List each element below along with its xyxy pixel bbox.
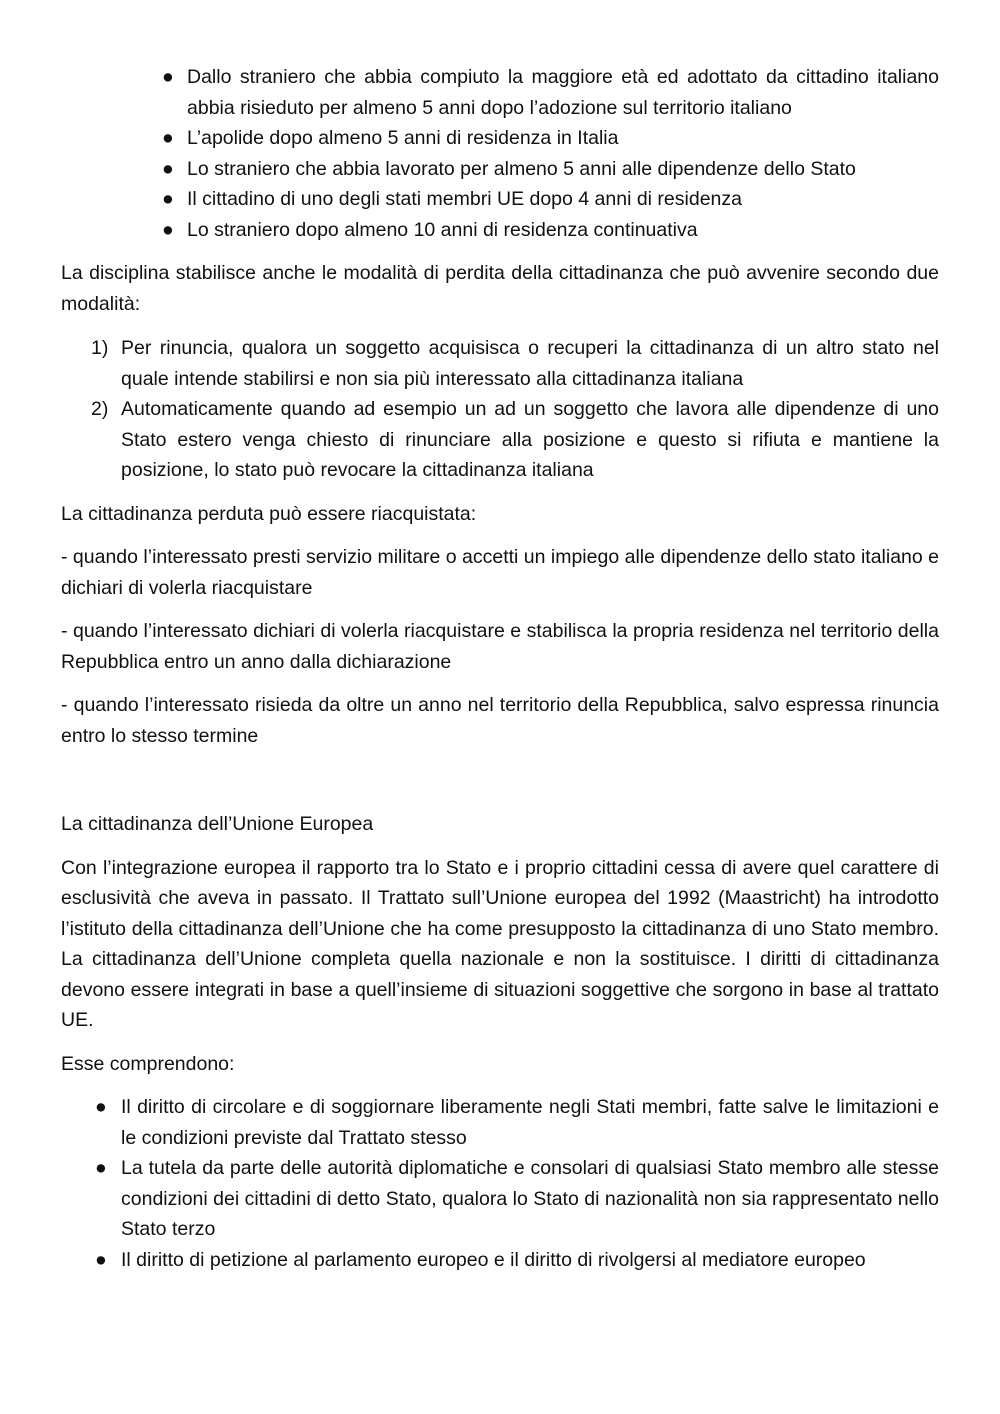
reacquisition-item: - quando l’interessato presti servizio militare o accetti un impiego alle dipendenze dello stato italiano e dichiari di volerla riacquistare [61, 546, 939, 599]
list-item [61, 1245, 939, 1276]
list-item-text: Per rinuncia, qualora un soggetto acquisisca o recuperi la cittadinanza di un altro stato nel quale intende stabilirsi e non sia più interessato alla cittadinanza italiana [121, 337, 939, 390]
reacquisition-item: - quando l’interessato dichiari di volerla riacquistare e stabilisca la propria residenza nel territorio della Repubblica entro un anno dalla dichiarazione [61, 620, 939, 673]
rights-bullet-list [61, 1092, 939, 1275]
list-item-text: La tutela da parte delle autorità diplomatiche e consolari di qualsiasi Stato membro alle stesse condizioni dei cittadini di detto Stato, qualora lo Stato di nazionalità non sia rappresentato nello Stato terzo [121, 1157, 939, 1240]
bullet-icon: ● [162, 188, 174, 210]
list-item-text: L’apolide dopo almeno 5 anni di residenza in Italia [187, 127, 619, 149]
eu-citizenship-paragraph: Con l’integrazione europea il rapporto tra lo Stato e i proprio cittadini cessa di avere quel carattere di esclusività che aveva in passato. Il Trattato sull’Unione europea del 1992 (Maastricht) ha introdotto l’istituto della cittadinanza dell’Unione che ha come presupposto la cittadinanza di uno Stato membro. La cittadinanza dell’Unione completa quella nazionale e non la sostituisce. I diritti di cittadinanza devono essere integrati in base a quell’insieme di situazioni soggettive che sorgono in base al trattato UE. [61, 856, 939, 1031]
list-item [61, 184, 939, 215]
bullet-icon: ● [162, 66, 174, 88]
reacquisition-intro: La cittadinanza perduta può essere riacquistata: [61, 502, 477, 525]
list-item [61, 123, 939, 154]
naturalization-bullet-list [61, 62, 939, 245]
list-item-text: Il diritto di petizione al parlamento europeo e il diritto di rivolgersi al mediatore europeo [121, 1248, 866, 1271]
list-marker: 1) [91, 337, 109, 359]
list-item-text: Automaticamente quando ad esempio un ad un soggetto che lavora alle dipendenze di uno Stato estero venga chiesto di rinunciare alla posizione e questo si rifiuta e mantiene la posizione, lo stato può revocare la cittadinanza italiana [121, 398, 939, 481]
list-item-text: Il diritto di circolare e di soggiornare liberamente negli Stati membri, fatte salve le limitazioni e le condizioni previste dal Trattato stesso [121, 1096, 939, 1149]
list-item [61, 215, 939, 246]
list-item [61, 333, 939, 394]
reacquisition-item: - quando l’interessato risieda da oltre un anno nel territorio della Repubblica, salvo espressa rinuncia entro lo stesso termine [61, 694, 939, 747]
list-item [61, 394, 939, 486]
document-body [61, 62, 939, 1275]
list-item [61, 62, 939, 123]
bullet-icon: ● [162, 157, 174, 180]
bullet-icon: ● [95, 1096, 107, 1118]
list-item [61, 1092, 939, 1153]
list-item-text: Il cittadino di uno degli stati membri UE dopo 4 anni di residenza [187, 188, 742, 210]
list-marker: 2) [91, 398, 109, 420]
list-item-text: Lo straniero che abbia lavorato per almeno 5 anni alle dipendenze dello Stato [187, 157, 856, 180]
section-title: La cittadinanza dell’Unione Europea [61, 813, 374, 835]
loss-intro-paragraph: La disciplina stabilisce anche le modalità di perdita della cittadinanza che può avvenire secondo due modalità: [61, 262, 939, 315]
bullet-icon: ● [162, 218, 174, 241]
rights-intro: Esse comprendono: [61, 1052, 235, 1075]
bullet-icon: ● [162, 127, 174, 149]
list-item [61, 1153, 939, 1245]
list-item-text: Lo straniero dopo almeno 10 anni di residenza continuativa [187, 218, 698, 241]
bullet-icon: ● [95, 1157, 107, 1179]
loss-numbered-list [61, 333, 939, 486]
bullet-icon: ● [95, 1248, 107, 1271]
list-item [61, 154, 939, 185]
list-item-text: Dallo straniero che abbia compiuto la maggiore età ed adottato da cittadino italiano abbia risieduto per almeno 5 anni dopo l’adozione sul territorio italiano [187, 66, 939, 119]
